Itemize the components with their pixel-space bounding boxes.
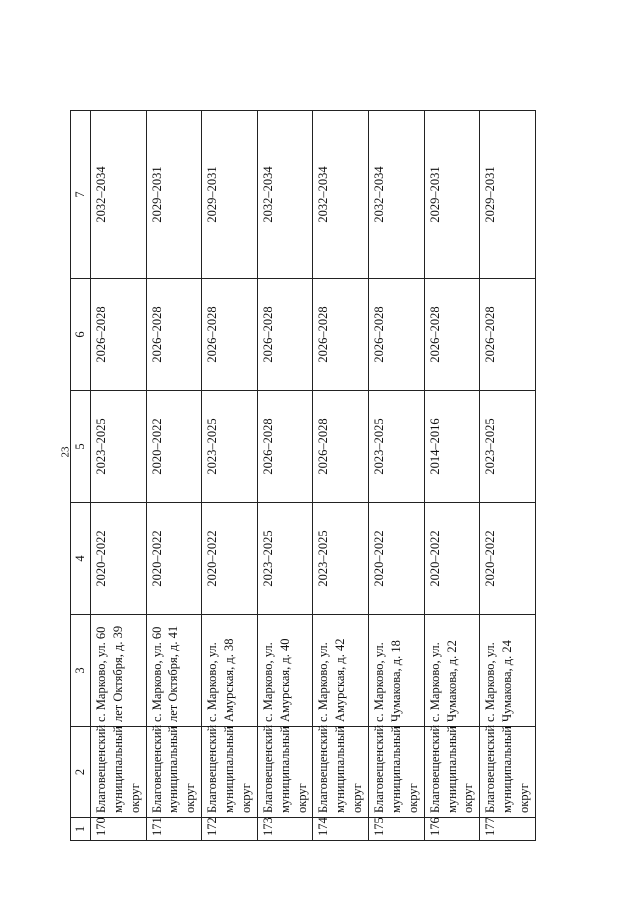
table-row xyxy=(90,111,146,841)
table-cell-col4: 2023–2025 xyxy=(313,503,369,615)
table-cell-col7: 2032–2034 xyxy=(257,111,313,279)
table-cell-col2: Благовещенский муниципальный округ xyxy=(202,727,258,818)
table-cell-col2: Благовещенский муниципальный округ xyxy=(369,727,425,818)
page-number: 23 xyxy=(59,446,72,458)
table-cell-col3: с. Марково, ул. Амурская, д. 40 xyxy=(257,615,313,727)
header-row xyxy=(71,111,91,841)
table-cell-col7: 2032–2034 xyxy=(369,111,425,279)
table-cell-col5: 2020–2022 xyxy=(146,391,202,503)
table-cell-col5: 2026–2028 xyxy=(257,391,313,503)
table-cell-col5: 2023–2025 xyxy=(369,391,425,503)
table-cell-col5: 2023–2025 xyxy=(202,391,258,503)
column-header: 1 xyxy=(71,818,91,841)
rotated-table-container xyxy=(70,111,543,841)
table-row xyxy=(313,111,369,841)
table-row xyxy=(257,111,313,841)
table-cell-col4: 2020–2022 xyxy=(424,503,480,615)
table-cell-col4: 2020–2022 xyxy=(369,503,425,615)
table-cell-col7: 2029–2031 xyxy=(202,111,258,279)
column-header: 4 xyxy=(71,503,91,615)
table-cell-col6: 2026–2028 xyxy=(369,279,425,391)
table-row xyxy=(369,111,425,841)
table-cell-col1: 171 xyxy=(146,818,202,841)
table-cell-col2: Благовещенский муниципальный округ xyxy=(257,727,313,818)
table-cell-col3: с. Марково, ул. Чумакова, д. 22 xyxy=(424,615,480,727)
table-cell-col3: с. Марково, ул. Амурская, д. 38 xyxy=(202,615,258,727)
table-cell-col2: Благовещенский муниципальный округ xyxy=(313,727,369,818)
table-cell-col7: 2032–2034 xyxy=(313,111,369,279)
table-cell-col2: Благовещенский муниципальный округ xyxy=(480,727,536,818)
table-cell-col6: 2026–2028 xyxy=(257,279,313,391)
table-cell-col2: Благовещенский муниципальный округ xyxy=(90,727,146,818)
table-row xyxy=(424,111,480,841)
column-header: 7 xyxy=(71,111,91,279)
table-cell-col2: Благовещенский муниципальный округ xyxy=(146,727,202,818)
table-cell-col1: 177 xyxy=(480,818,536,841)
table-cell-col4: 2020–2022 xyxy=(202,503,258,615)
table-cell-col4: 2020–2022 xyxy=(90,503,146,615)
table-cell-col1: 176 xyxy=(424,818,480,841)
table-cell-col1: 175 xyxy=(369,818,425,841)
column-header: 3 xyxy=(71,615,91,727)
table-cell-col3: с. Марково, ул. Чумакова, д. 18 xyxy=(369,615,425,727)
table-cell-col6: 2026–2028 xyxy=(90,279,146,391)
table-cell-col6: 2026–2028 xyxy=(424,279,480,391)
table-cell-col6: 2026–2028 xyxy=(480,279,536,391)
column-header: 2 xyxy=(71,727,91,818)
table-cell-col5: 2023–2025 xyxy=(480,391,536,503)
table-cell-col3: с. Марково, ул. 60 лет Октября, д. 39 xyxy=(90,615,146,727)
column-header: 6 xyxy=(71,279,91,391)
table-row xyxy=(480,111,536,841)
column-header: 5 xyxy=(71,391,91,503)
table-cell-col6: 2026–2028 xyxy=(146,279,202,391)
table-row xyxy=(202,111,258,841)
table-cell-col1: 170 xyxy=(90,818,146,841)
table-cell-col6: 2026–2028 xyxy=(313,279,369,391)
table-cell-col7: 2032–2034 xyxy=(90,111,146,279)
table-cell-col3: с. Марково, ул. Чумакова, д. 24 xyxy=(480,615,536,727)
table-cell-col2: Благовещенский муниципальный округ xyxy=(424,727,480,818)
table-cell-col5: 2014–2016 xyxy=(424,391,480,503)
table-cell-col7: 2029–2031 xyxy=(146,111,202,279)
housing-schedule-table xyxy=(70,110,536,841)
table-cell-col7: 2029–2031 xyxy=(480,111,536,279)
table-cell-col1: 173 xyxy=(257,818,313,841)
table-cell-col1: 174 xyxy=(313,818,369,841)
table-cell-col3: с. Марково, ул. 60 лет Октября, д. 41 xyxy=(146,615,202,727)
table-cell-col4: 2023–2025 xyxy=(257,503,313,615)
table-cell-col1: 172 xyxy=(202,818,258,841)
table-cell-col4: 2020–2022 xyxy=(480,503,536,615)
table-cell-col5: 2023–2025 xyxy=(90,391,146,503)
table-cell-col5: 2026–2028 xyxy=(313,391,369,503)
table-row xyxy=(146,111,202,841)
table-cell-col6: 2026–2028 xyxy=(202,279,258,391)
table-cell-col7: 2029–2031 xyxy=(424,111,480,279)
table-cell-col4: 2020–2022 xyxy=(146,503,202,615)
table-cell-col3: с. Марково, ул. Амурская, д. 42 xyxy=(313,615,369,727)
